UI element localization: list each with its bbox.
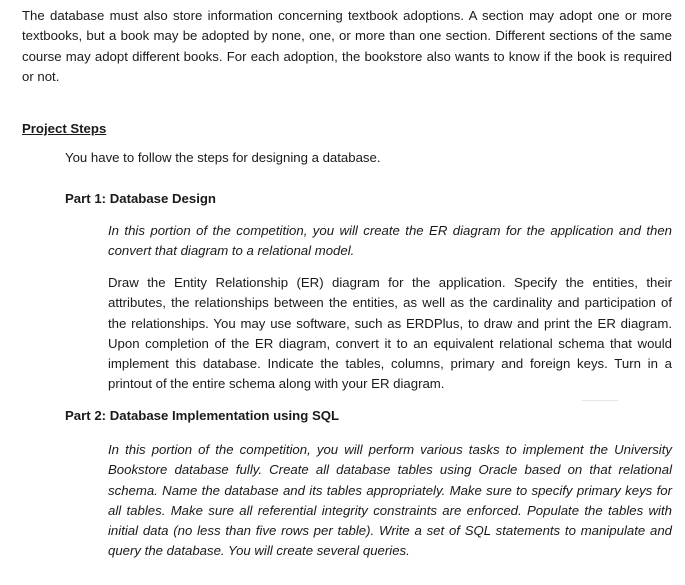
part1-body-paragraph: Draw the Entity Relationship (ER) diagram for the application. Specify the entities, their attributes, the relationships between the entities, as well as the cardinality and participation of the relationships. You may use software, such as ERDPlus, to draw and print the ER diagram. Upon completion of the ER diagram, convert it to an equivalent relational schema that would implement this database. Indicate the tables, columns, primary and foreign keys. Turn in a printout of the entire schema along with your ER diagram. <box>108 275 672 392</box>
part1-intro-paragraph: In this portion of the competition, you will create the ER diagram for the application and then convert that diagram to a relational model. <box>108 223 672 259</box>
project-steps-instruction: You have to follow the steps for designing a database. <box>65 150 381 165</box>
part2-body-paragraph: In this portion of the competition, you will perform various tasks to implement the University Bookstore database fully. Create all database tables using Oracle based on that relational schema. Name the database and its tables appropriately. Make sure to specify primary keys for all tables. Make sure all referential integrity constraints are enforced. Populate the tables with initial data (no less than five rows per table). Write a set of SQL statements to manipulate and query the database. You will create several queries. <box>108 442 672 559</box>
faint-divider <box>582 400 618 401</box>
intro-paragraph: The database must also store information concerning textbook adoptions. A section may adopt one or more textbooks, but a book may be adopted by none, one, or more than one section. Different sections of the same course may adopt different books. For each adoption, the bookstore also wants to know if the book is required or not. <box>22 8 672 84</box>
project-steps-heading: Project Steps <box>22 121 107 136</box>
part2-title: Part 2: Database Implementation using SQL <box>65 408 340 423</box>
part1-title: Part 1: Database Design <box>65 191 216 206</box>
